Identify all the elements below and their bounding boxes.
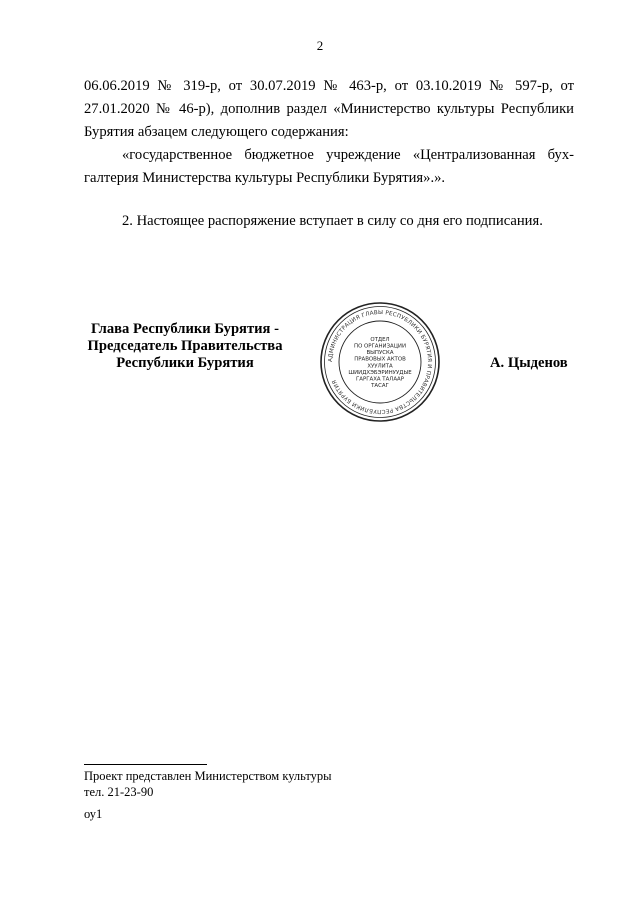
paragraph-line: Бурятия абзацем следующего содержания: [84,124,349,140]
signatory-name: А. Цыденов [490,355,568,371]
footer-divider [84,764,207,765]
position-line: Председатель Правительства [87,338,283,354]
paragraph-amendment [84,75,574,144]
seal-text-line: ХУУЛИТА [367,363,393,370]
seal-text-line: ШИИДХЭБЭРИНУУДЫЕ [348,369,412,376]
seal-text-line: ПРАВОВЫХ АКТОВ [354,356,406,363]
paragraph-line: 06.06.2019 № 319-р, от 30.07.2019 № 463-р, от 03.10.2019 № 597-р, от [84,78,574,94]
page-number: 2 [316,38,324,53]
paragraph-line: 27.01.2020 № 46-р), дополнив раздел «Министерство культуры Республики [84,101,574,117]
seal-text-line: ТАСАГ [371,383,389,390]
footer-line: Проект представлен Министерством культуры [84,769,332,783]
seal-text-line: ВЫПУСКА [366,350,394,357]
position-line: Глава Республики Бурятия - [91,321,279,337]
position-line: Республики Бурятия [116,355,254,371]
paragraph-effective-date: 2. Настоящее распоряжение вступает в силу со дня его подписания. [122,213,543,229]
seal-text-line: ПО ОРГАНИЗАЦИИ [354,343,406,350]
official-seal [318,300,442,424]
paragraph-quote: «государственное бюджетное учреждение «Централизованная бух-галтерия Министерства культуры Республики Бурятия».». [84,147,574,186]
seal-text-line: ОТДЕЛ [370,336,390,343]
svg-text:АДМИНИСТРАЦИЯ ГЛАВЫ РЕСПУБЛИКИ: АДМИНИСТРАЦИЯ ГЛАВЫ РЕСПУБЛИКИ БУРЯТИЯ И ПРАВИТЕЛЬСТВА РЕСПУБЛИКИ БУРЯТИЯ [327,309,433,415]
seal-text-line: ГАРГАХА ТАЛААР [356,376,404,383]
footer-code: оу1 [84,807,103,821]
signatory-position [70,321,300,372]
footer-phone: тел. 21-23-90 [84,785,154,799]
